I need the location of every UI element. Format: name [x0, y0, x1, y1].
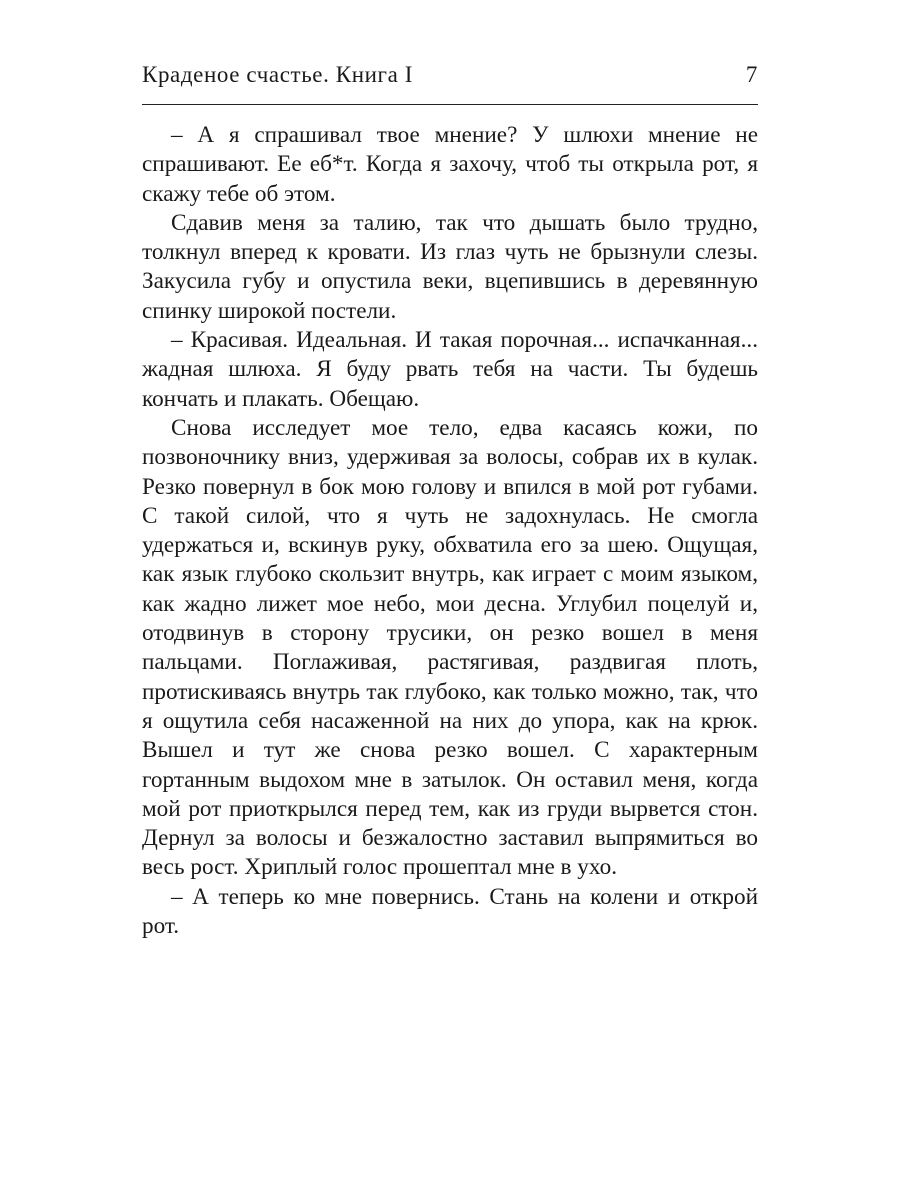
book-title: Краденое счастье. Книга I — [142, 62, 413, 87]
paragraph-dialogue-3: – А теперь ко мне повернись. Стань на колени и открой рот. — [142, 883, 758, 940]
paragraph-dialogue-2: – Красивая. Идеальная. И такая порочная... испачканная... жадная шлюха. Я буду рвать тебя на части. Ты будешь кончать и плакать. Обещаю. — [142, 327, 758, 412]
book-page — [142, 62, 758, 941]
paragraph-narration-1: Сдавив меня за талию, так что дышать было трудно, толкнул вперед к кровати. Из глаз чуть не брызнули слезы. Закусила губу и опустила веки, вцепившись в деревянную спинку широкой постели. — [142, 209, 758, 324]
body-text — [142, 121, 758, 941]
running-header — [142, 62, 758, 98]
paragraph-dialogue-1: – А я спрашивал твое мнение? У шлюхи мнение не спрашивают. Ее еб*т. Когда я захочу, чтоб ты открыла рот, я скажу тебе об этом. — [142, 122, 758, 207]
header-rule — [142, 104, 758, 105]
page-number: 7 — [745, 62, 758, 87]
paragraph-narration-2: Снова исследует мое тело, едва касаясь кожи, по позвоночнику вниз, удерживая за волосы, собрав их в кулак. Резко повернул в бок мою голову и впился в мой рот губами. С такой силой, что я чуть не задохнулась. Не смогла удержаться и, вскинув руку, обхватила его за шею. Ощущая, как язык глубоко скользит внутрь, как играет с моим языком, как жадно лижет мое небо, мои десна. Углубил поцелуй и, отодвинув в сторону трусики, он резко вошел в меня пальцами. Поглаживая, растягивая, раздвигая плоть, протискиваясь внутрь так глубоко, как только можно, так, что я ощутила себя насаженной на них до упора, как на крюк. Вышел и тут же снова резко вошел. С характерным гортанным выдохом мне в затылок. Он оставил меня, когда мой рот приоткрылся перед тем, как из груди вырвется стон. Дернул за волосы и безжалостно заставил выпрямиться во весь рост. Хриплый голос прошептал мне в ухо. — [142, 414, 758, 881]
